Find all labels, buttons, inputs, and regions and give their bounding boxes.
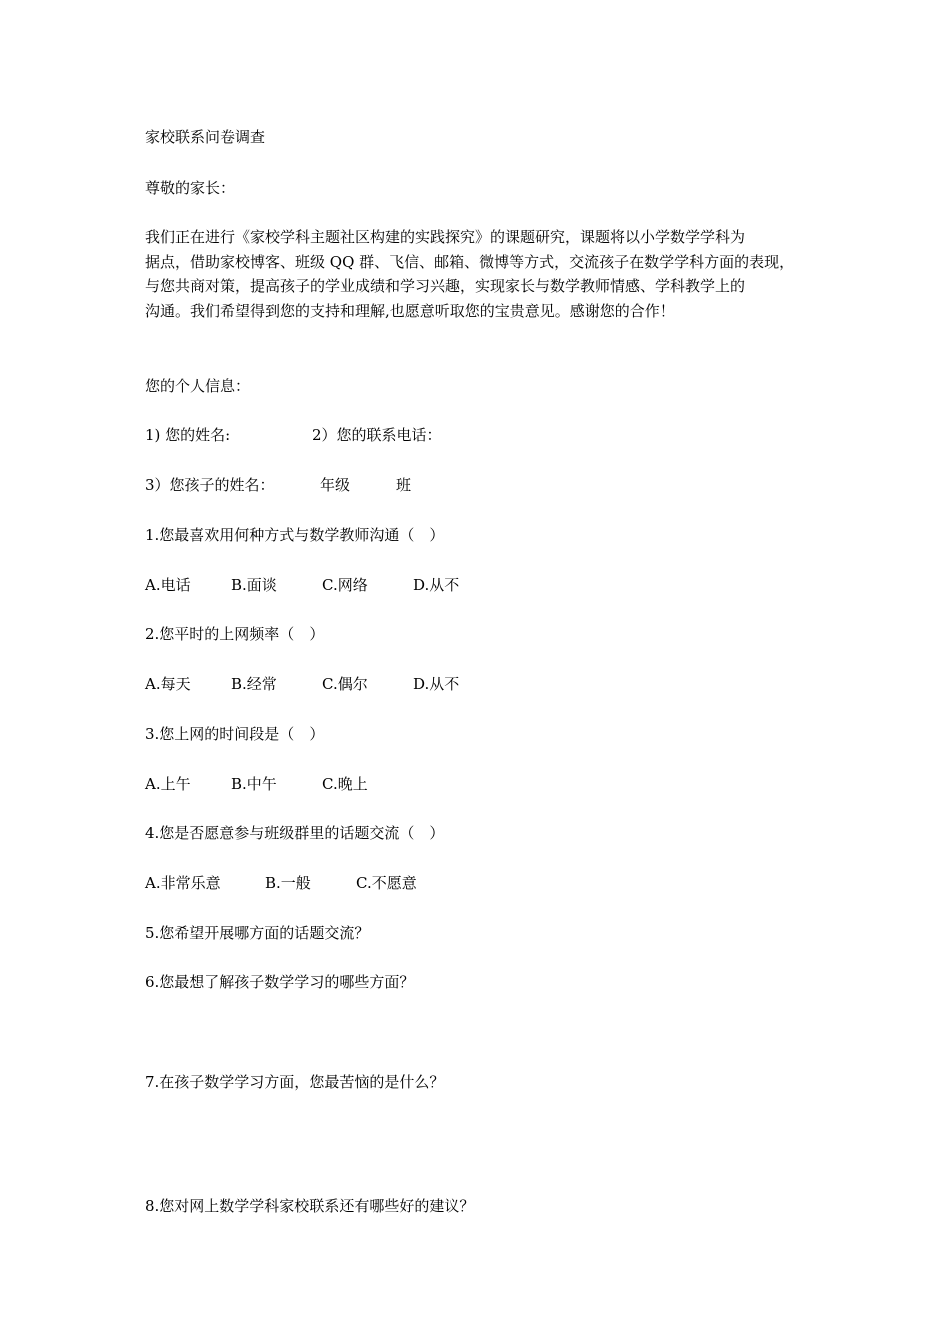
name-field-label: 1) 您的姓名: [145, 426, 231, 444]
question-3-option-c: C.晚上 [322, 775, 368, 793]
question-2: 2.您平时的上网频率（ ） [145, 625, 325, 643]
question-2-option-b: B.经常 [231, 675, 277, 693]
question-1: 1.您最喜欢用何种方式与数学教师沟通（ ） [145, 526, 445, 544]
question-4-option-b: B.一般 [265, 874, 311, 892]
grade-field-label: 年级 [320, 476, 351, 494]
question-4: 4.您是否愿意参与班级群里的话题交流（ ） [145, 824, 445, 842]
question-3: 3.您上网的时间段是（ ） [145, 725, 325, 743]
question-2-option-a: A.每天 [145, 675, 191, 693]
class-field-label: 班 [396, 476, 412, 494]
question-4-option-c: C.不愿意 [356, 874, 417, 892]
question-3-option-b: B.中午 [231, 775, 277, 793]
question-6: 6.您最想了解孩子数学学习的哪些方面？ [145, 973, 415, 991]
phone-field-label: 2）您的联系电话： [312, 426, 442, 444]
question-1-option-c: C.网络 [322, 576, 368, 594]
question-7: 7.在孩子数学学习方面，您最苦恼的是什么？ [145, 1073, 445, 1091]
question-4-option-a: A.非常乐意 [145, 874, 221, 892]
salutation: 尊敬的家长： [145, 179, 236, 197]
question-1-option-a: A.电话 [145, 576, 191, 594]
intro-paragraph [145, 225, 825, 323]
question-5: 5.您希望开展哪方面的话题交流？ [145, 924, 370, 942]
child-name-field-label: 3）您孩子的姓名： [145, 476, 275, 494]
question-1-option-b: B.面谈 [231, 576, 277, 594]
intro-line: 沟通。我们希望得到您的支持和理解,也愿意听取您的宝贵意见。感谢您的合作！ [145, 301, 675, 320]
question-3-option-a: A.上午 [145, 775, 191, 793]
document-title: 家校联系问卷调查 [145, 128, 266, 146]
question-2-option-d: D.从不 [413, 675, 460, 693]
intro-line: 我们正在进行《家校学科主题社区构建的实践探究》的课题研究，课题将以小学数学学科为 [145, 228, 746, 246]
question-2-option-c: C.偶尔 [322, 675, 368, 693]
intro-line: 据点，借助家校博客、班级 QQ 群、飞信、邮箱、微博等方式，交流孩子在数学学科方面的表现， [145, 252, 795, 271]
intro-line: 与您共商对策，提高孩子的学业成绩和学习兴趣，实现家长与数学教师情感、学科教学上的 [145, 277, 746, 295]
question-8: 8.您对网上数学学科家校联系还有哪些好的建议？ [145, 1197, 475, 1215]
personal-info-heading: 您的个人信息： [145, 377, 251, 395]
question-1-option-d: D.从不 [413, 576, 460, 594]
